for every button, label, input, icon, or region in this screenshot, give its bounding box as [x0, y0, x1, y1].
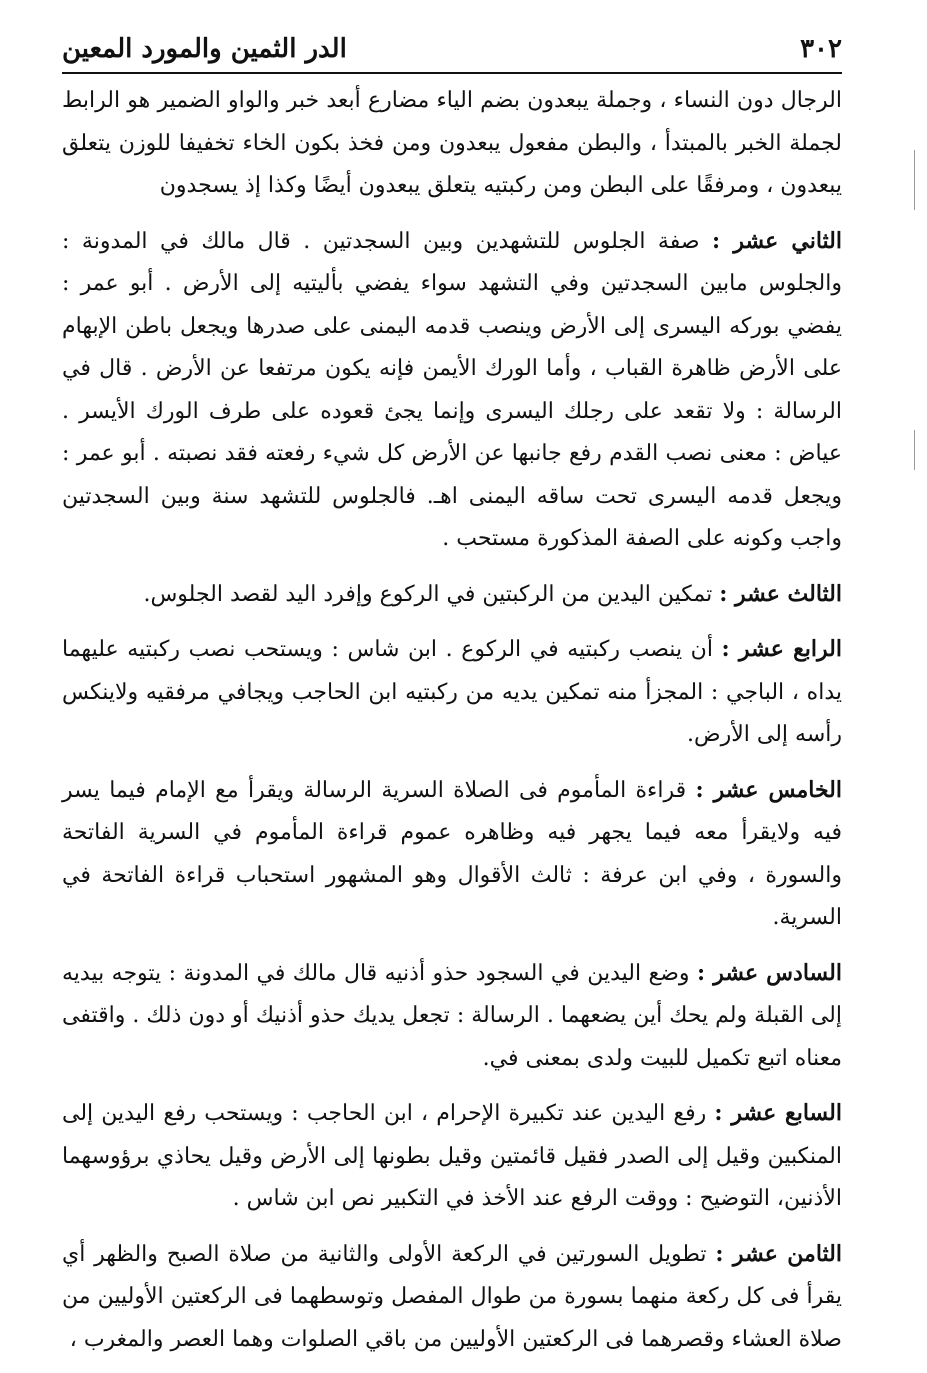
paragraph-text: الرجال دون النساء ، وجملة يبعدون بضم الياء مضارع أبعد خبر والواو الضمير هو الرابط لجملة الخبر بالمبتدأ ، والبطن مفعول يبعدون ومن فخذ بكون الخاء تخفيفا للوزن يتعلق يبعدون ، ومرفقًا على البطن ومن ركبتيه يتعلق يبعدون أيضًا وكذا إذ يسجدون [62, 88, 843, 198]
paragraph-continuation [62, 80, 842, 208]
scan-edge-mark [914, 150, 915, 210]
paragraph-text: تمكين اليدين من الركبتين في الركوع وإفرد اليد لقصد الجلوس. [143, 581, 720, 607]
paragraph-fourteenth [62, 628, 842, 757]
paragraph-text: قراءة المأموم فى الصلاة السرية الرسالة ويقرأ مع الإمام فيما يسر فيه ولايقرأ معه فيما يجهر فيه وظاهره عموم قراءة المأموم في السرية الفاتحة والسورة ، وفي ابن عرفة : ثالث الأقوال وهو المشهور استحباب قراءة الفاتحة في السرية. [62, 777, 842, 930]
paragraph-fifteenth [62, 769, 842, 940]
paragraph-eighteenth [62, 1233, 842, 1362]
paragraph-heading: الخامس عشر : [695, 776, 842, 803]
paragraph-text: وضع اليدين في السجود حذو أذنيه قال مالك في المدونة : يتوجه بيديه إلى القبلة ولم يحك أين يضعهما . الرسالة : تجعل يديك حذو أذنيك أو دون ذلك . واقتفى معناه اتبع تكميل للبيت ولدى بمعنى في. [62, 960, 842, 1071]
body-text [62, 80, 842, 1373]
paragraph-seventeenth [62, 1092, 842, 1221]
header-rule [62, 72, 842, 74]
page-header [62, 30, 842, 70]
paragraph-text: أن ينصب ركبتيه في الركوع . ابن شاس : ويستحب نصب ركبتيه عليهما يداه ، الباجي : المجزأ منه تمكين يديه من ركبتيه ابن الحاجب ويجافي مرفقيه ولاينكس رأسه إلى الأرض. [62, 637, 842, 747]
paragraph-heading: الثاني عشر : [712, 227, 842, 254]
paragraph-thirteenth [62, 573, 842, 617]
page-number: ٣٠٢ [800, 34, 842, 64]
paragraph-sixteenth [62, 952, 842, 1081]
paragraph-heading: السابع عشر : [714, 1100, 843, 1126]
paragraph-text: رفع اليدين عند تكبيرة الإحرام ، ابن الحاجب : ويستحب رفع اليدين إلى المنكبين وقيل إلى الصدر فقيل قائمتين وقيل بطونها إلى الأرض وقيل يحاذي برؤوسهما الأذنين، التوضيح : ووقت الرفع عند الأخذ في التكبير نص ابن شاس . [62, 1101, 842, 1211]
scan-edge-mark [914, 430, 915, 470]
paragraph-heading: الرابع عشر : [721, 636, 842, 662]
paragraph-heading: السادس عشر : [696, 959, 842, 986]
running-title: الدر الثمين والمورد المعين [62, 34, 347, 64]
paragraph-heading: الثالث عشر : [719, 580, 842, 607]
paragraph-text: تطويل السورتين في الركعة الأولى والثانية من صلاة الصبح والظهر أي يقرأ فى كل ركعة منهما بسورة من طوال المفصل وتوسطهما فى الركعتين الأوليين من صلاة العشاء وقصرهما فى الركعتين الأوليين من باقي الصلوات وهما العصر والمغرب ، [62, 1241, 842, 1352]
paragraph-text: صفة الجلوس للتشهدين وبين السجدتين . قال مالك في المدونة : والجلوس مابين السجدتين وفي التشهد سواء يفضي بأليتيه إلى الأرض . أبو عمر : يفضي بوركه اليسرى إلى الأرض وينصب قدمه اليمنى على صدرها ويجعل باطن الإبهام على الأرض ظاهرة القباب ، وأما الورك الأيمن فإنه يكون مرتفعا عن الأرض . قال في الرسالة : ولا تقعد على رجلك اليسرى وإنما يجئ قعوده على طرف الورك الأيسر . عياض : معنى نصب القدم رفع جانبها عن الأرض كل شيء رفعته فقد نصبته . أبو عمر : ويجعل قدمه اليسرى تحت ساقه اليمنى اهـ. فالجلوس للتشهد سنة وبين السجدتين واجب وكونه على الصفة المذكورة مستحب . [62, 228, 842, 551]
paragraph-twelfth [62, 220, 842, 561]
paragraph-heading: الثامن عشر : [715, 1240, 842, 1267]
